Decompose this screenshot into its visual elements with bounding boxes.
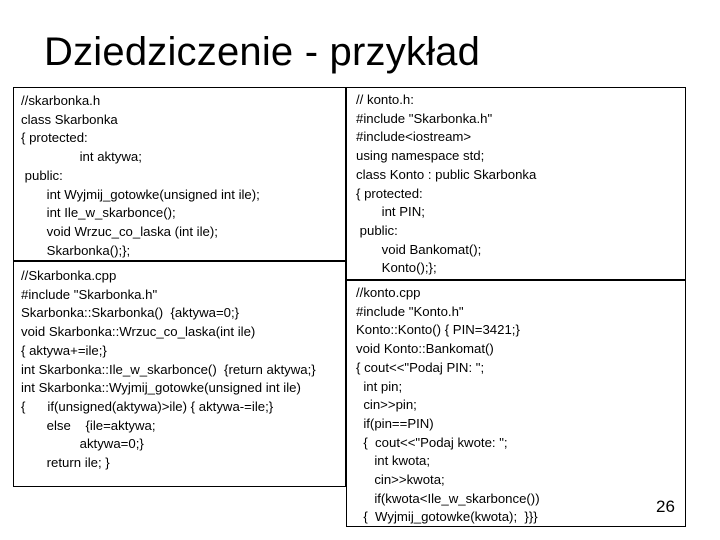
konto-h-code: // konto.h: #include "Skarbonka.h" #include<iostream> using namespace std; class Konto : public Skarbonka { protected: int PIN; public: void Bankomat(); Konto();};: [356, 92, 537, 276]
konto-cpp-code-box: [346, 280, 686, 527]
skarbonka-h-code: //skarbonka.h class Skarbonka { protected: int aktywa; public: int Wyjmij_gotowke(unsigned int ile); int Ile_w_skarbonce(); void Wrzuc_co_laska (int ile); Skarbonka();};: [21, 93, 260, 258]
slide-title: Dziedziczenie - przykład: [44, 30, 481, 74]
konto-h-code-box: [346, 87, 686, 280]
skarbonka-h-code-box: [13, 87, 346, 261]
page-number: 26: [656, 497, 675, 516]
skarbonka-cpp-code: //Skarbonka.cpp #include "Skarbonka.h" Skarbonka::Skarbonka() {aktywa=0;} void Skarbonka::Wrzuc_co_laska(int ile) { aktywa+=ile;} int Skarbonka::Ile_w_skarbonce() {return aktywa;} int Skarbonka::Wyjmij_gotowke(unsigned int ile) { if(unsigned(aktywa)>ile) { aktywa-=ile;} else {ile=aktywa; aktywa=0;} return ile; }: [21, 268, 316, 471]
konto-cpp-code: //konto.cpp #include "Konto.h" Konto::Konto() { PIN=3421;} void Konto::Bankomat() { cout<<"Podaj PIN: "; int pin; cin>>pin; if(pin==PIN) { cout<<"Podaj kwote: "; int kwota; cin>>kwota; if(kwota<Ile_w_skarbonce()) { Wyjmij_gotowke(kwota); }}}: [356, 285, 540, 525]
skarbonka-cpp-code-box: [13, 261, 346, 487]
